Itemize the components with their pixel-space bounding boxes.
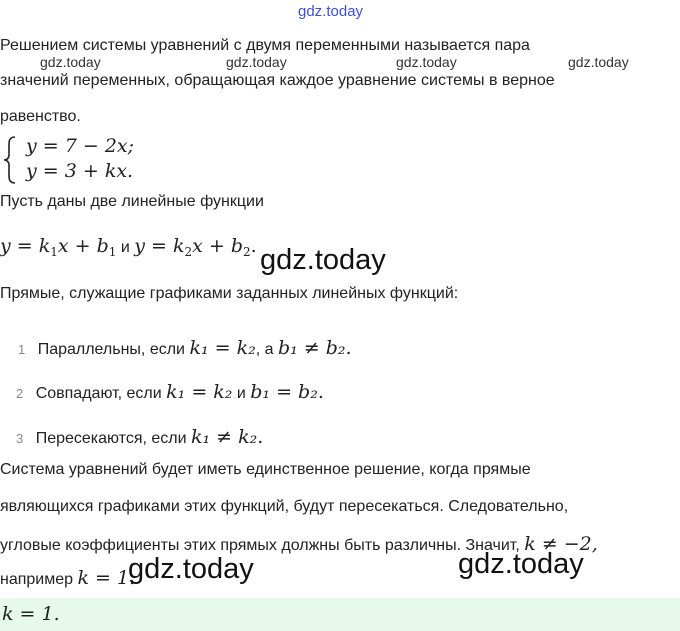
- watermark-small-4: gdz.today: [568, 54, 629, 70]
- f2-k: k: [172, 235, 185, 257]
- list-text: Совпадают, если: [35, 385, 167, 402]
- conclusion-line-3-text: угловые коэффициенты этих прямых должны быть различны. Значит,: [0, 537, 525, 554]
- system-equation-2: y = 3 + kx.: [26, 160, 134, 182]
- system-brace: [2, 135, 18, 185]
- f2-k-sub: 2: [184, 245, 193, 259]
- f2-lhs: y: [134, 235, 145, 257]
- watermark-small-2: gdz.today: [226, 54, 287, 70]
- conclusion-line-1: Система уравнений будет иметь единственное решение, когда прямые: [0, 461, 531, 478]
- list-end: .: [317, 381, 324, 403]
- f1-b-sub: 1: [108, 245, 117, 259]
- f2-eq: =: [144, 235, 173, 257]
- definition-line-2: значений переменных, обращающая каждое уравнение системы в верное: [0, 72, 555, 89]
- f1-k-sub: 1: [50, 245, 58, 259]
- answer-formula: k = 1.: [2, 603, 60, 625]
- f2-b-sub: 2: [243, 245, 251, 259]
- list-expr-2: b₁ = b₂: [250, 381, 318, 403]
- list-expr-1: k₁ ≠ k₂: [191, 426, 258, 448]
- definition-line-1: Решением системы уравнений с двумя переменными называется пара: [0, 37, 530, 54]
- list-number: 1: [18, 342, 26, 357]
- watermark-big-2: gdz.today: [128, 553, 254, 585]
- list-item: [16, 381, 324, 403]
- list-mid: , а: [255, 341, 278, 358]
- conclusion-line-2: являющихся графиками этих функций, будут пересекаться. Следовательно,: [0, 498, 569, 515]
- list-number: 2: [16, 386, 24, 401]
- answer-box: [0, 598, 680, 631]
- conclusion-line-4-math: k = 1.: [77, 567, 136, 589]
- functions-formula: [0, 235, 257, 257]
- list-expr-1: k₁ = k₂: [189, 337, 256, 359]
- list-end: .: [257, 426, 264, 448]
- conclusion-line-3-math: k ≠ −2,: [524, 533, 598, 555]
- f2-x-plus: x +: [192, 235, 231, 257]
- f2-end: .: [250, 235, 257, 257]
- functions-intro: Пусть даны две линейные функции: [0, 193, 264, 210]
- conclusion-line-4-text: например: [0, 571, 78, 588]
- f1-eq: =: [10, 235, 39, 257]
- list-mid: и: [232, 385, 251, 402]
- f1-b: b: [96, 235, 109, 257]
- f1-k: k: [38, 235, 51, 257]
- list-text: Пересекаются, если: [35, 430, 191, 447]
- list-expr-2: b₁ ≠ b₂: [277, 337, 346, 359]
- watermark-small-1: gdz.today: [40, 54, 101, 70]
- list-number: 3: [16, 431, 24, 446]
- list-item: [18, 337, 352, 359]
- system-equation-1: y = 7 − 2x;: [26, 135, 135, 157]
- list-text: Параллельны, если: [37, 341, 190, 358]
- list-expr-1: k₁ = k₂: [166, 381, 233, 403]
- list-end: .: [345, 337, 352, 359]
- conclusion-line-4: [0, 567, 135, 589]
- functions-and: и: [116, 239, 135, 256]
- definition-line-3: равенство.: [0, 108, 81, 125]
- f2-b: b: [230, 235, 244, 257]
- lines-intro: Прямые, служащие графиками заданных линейных функций:: [0, 285, 459, 302]
- watermark-top: gdz.today: [298, 3, 364, 20]
- watermark-big-3: gdz.today: [458, 548, 584, 580]
- f1-lhs: y: [0, 235, 11, 257]
- f1-x-plus: x +: [57, 235, 97, 257]
- list-item: [16, 426, 263, 448]
- watermark-big-1: gdz.today: [260, 244, 386, 276]
- watermark-small-3: gdz.today: [396, 54, 457, 70]
